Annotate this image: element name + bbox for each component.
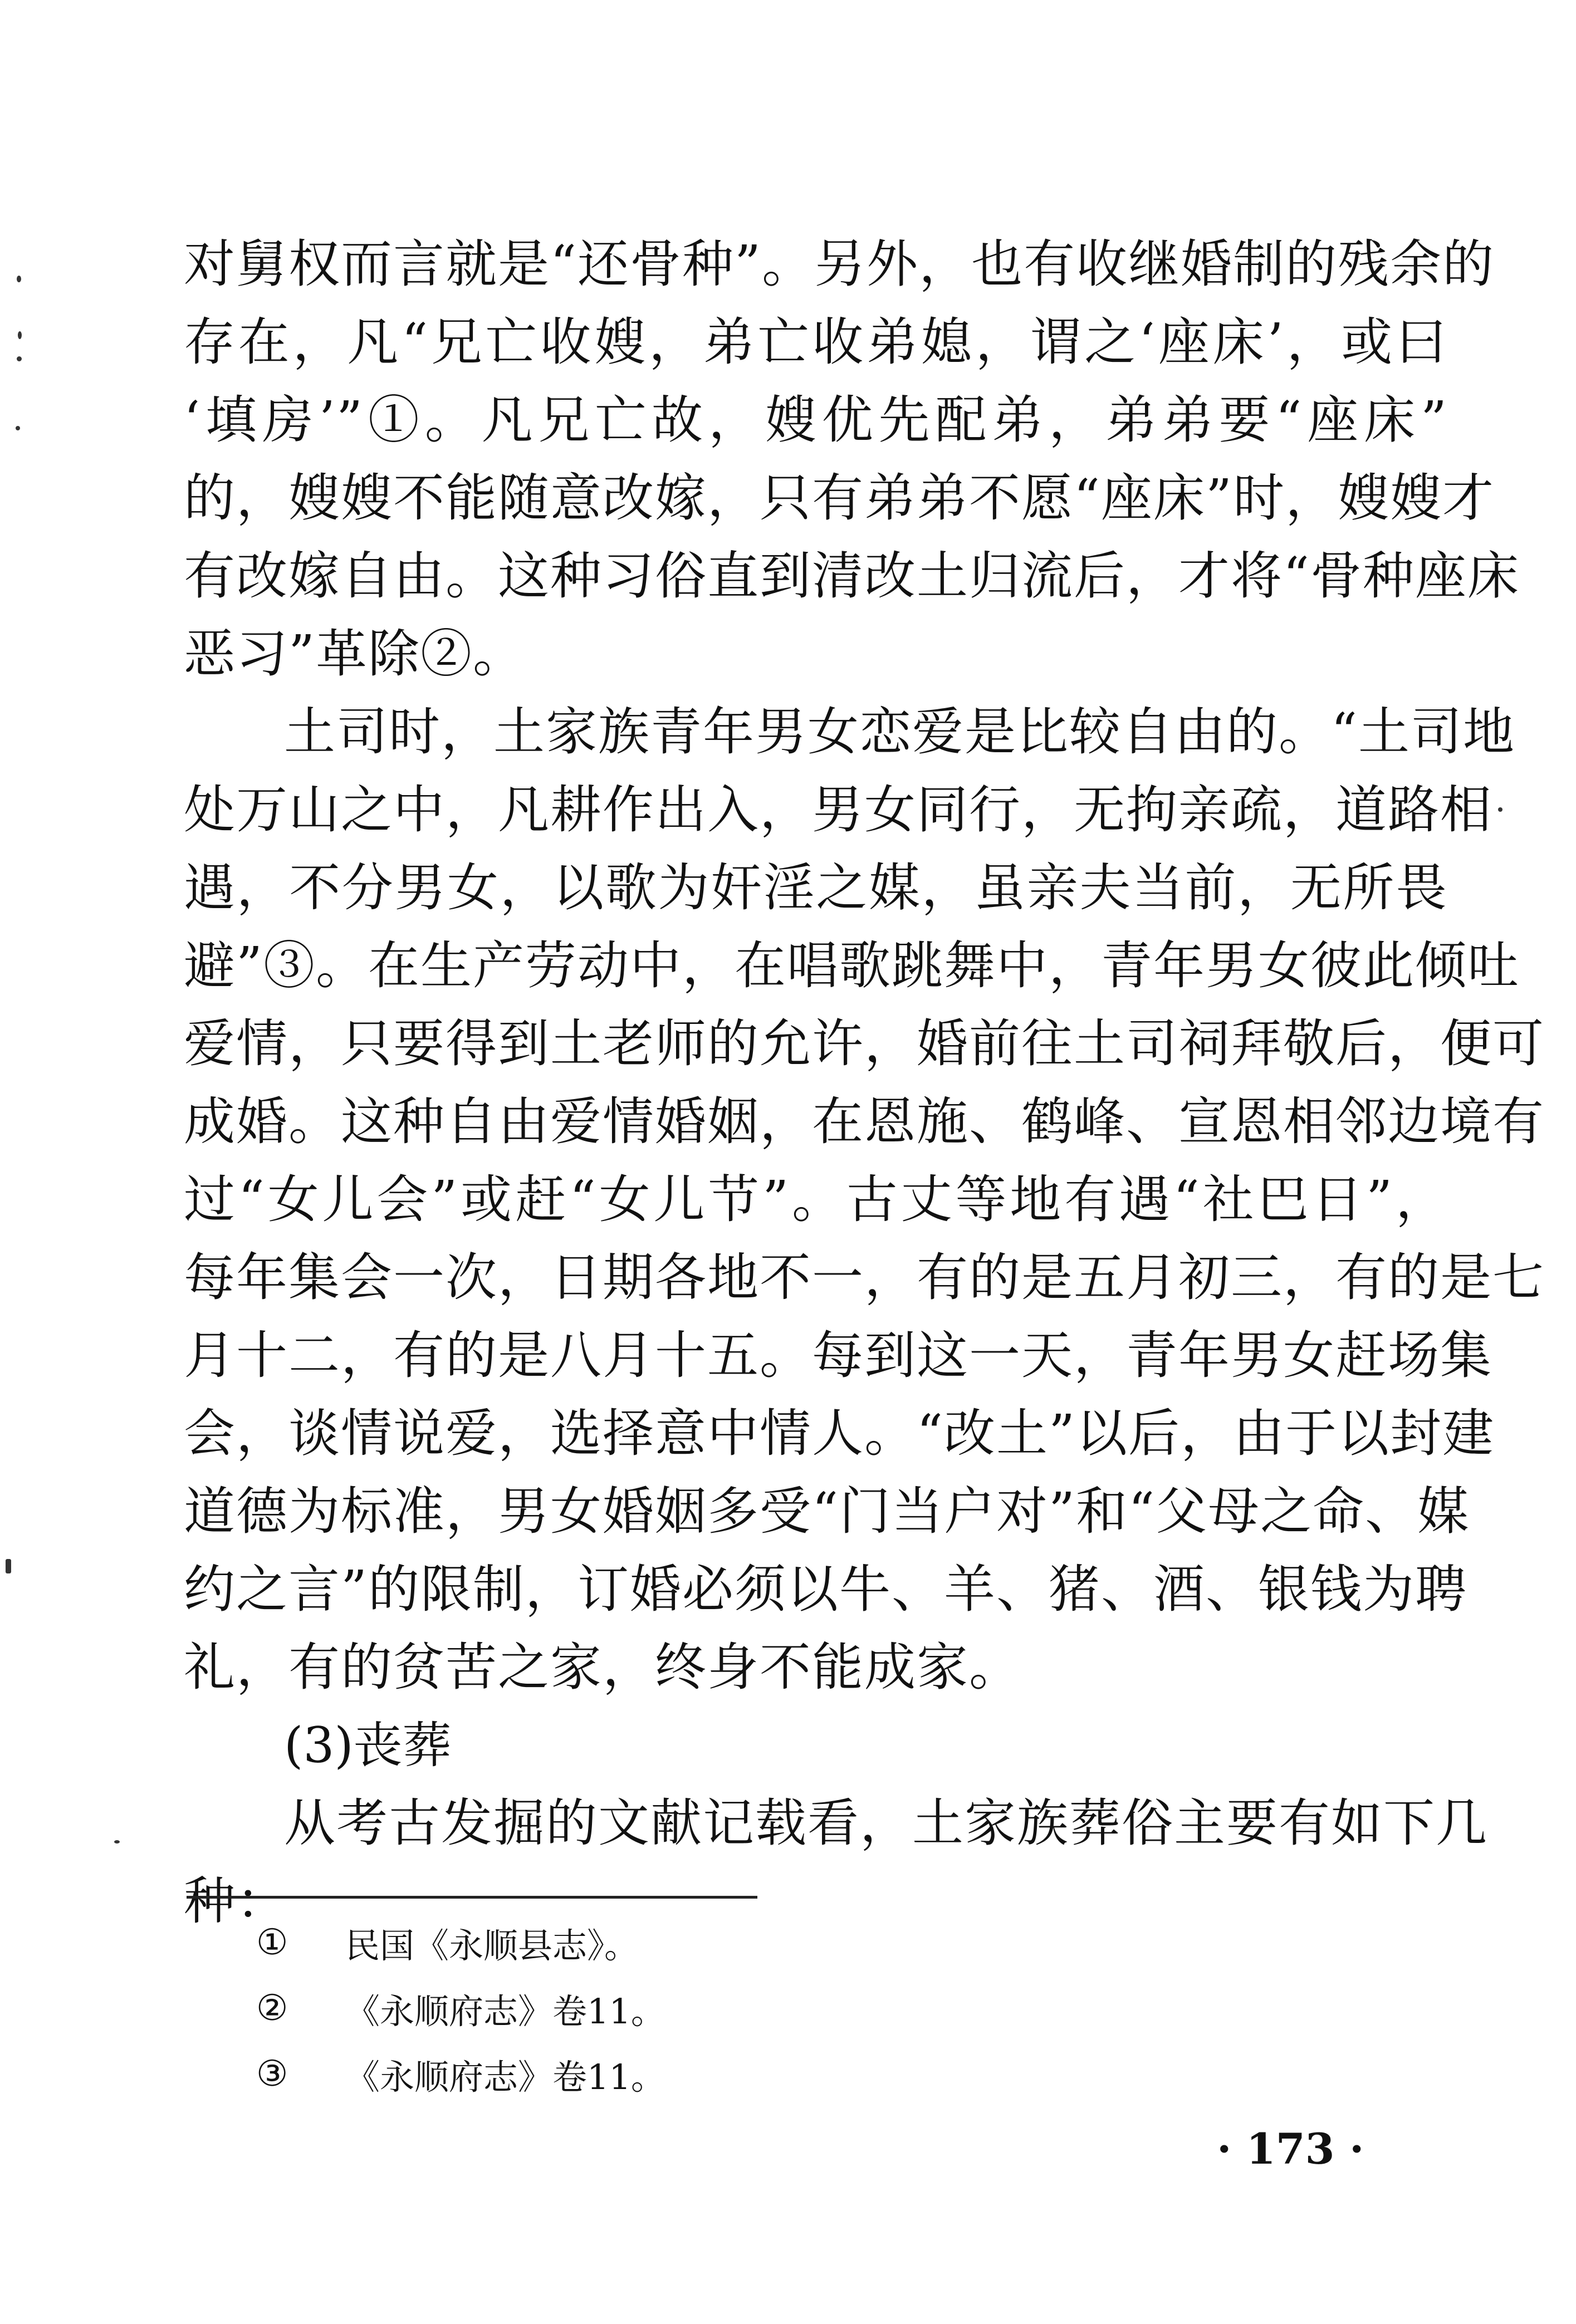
scan-speck xyxy=(17,276,21,282)
scan-speck xyxy=(114,1840,120,1843)
scan-speck xyxy=(17,356,22,361)
text-line: 遇，不分男女，以歌为奸淫之媒，虽亲夫当前，无所畏 xyxy=(184,858,1448,918)
text-line: 道德为标准，男女婚姻多受“门当户对”和“父母之命、媒 xyxy=(184,1482,1470,1541)
scan-speck xyxy=(1498,807,1502,812)
text-line: 会，谈情说爱，选择意中情人。“改土”以后，由于以封建 xyxy=(184,1404,1495,1463)
footnote xyxy=(256,1975,665,2041)
footnote-marker: ② xyxy=(256,1988,288,2029)
footnote-divider xyxy=(187,1896,757,1899)
text-line: 爱情，只要得到土老师的允许，婚前往土司祠拜敬后，便可 xyxy=(184,1014,1545,1073)
text-line: 恶习”革除②。 xyxy=(184,624,526,684)
text-line: ‘填房’”①。凡兄亡故，嫂优先配弟，弟弟要“座床” xyxy=(184,390,1448,450)
paragraph-start-line: 从考古发掘的文献记载看，土家族葬俗主要有如下几 xyxy=(284,1793,1489,1853)
page-number: · 173 · xyxy=(1217,2124,1364,2174)
footnote xyxy=(256,1910,665,1975)
text-line: 处万山之中，凡耕作出入，男女同行，无拘亲疏，道路相 xyxy=(184,780,1493,840)
text-line: 种： xyxy=(184,1871,289,1931)
footnote-text: 民国《永顺县志》。 xyxy=(345,1925,639,1966)
text-line: 过“女儿会”或赶“女儿节”。古丈等地有遇“社巴日”， xyxy=(184,1170,1448,1229)
text-line: 成婚。这种自由爱情婚姻，在恩施、鹤峰、宣恩相邻边境有 xyxy=(184,1092,1545,1151)
footnote-marker: ① xyxy=(256,1922,288,1963)
section-heading: (3)丧葬 xyxy=(284,1717,452,1774)
text-line: 对舅权而言就是“还骨种”。另外，也有收继婚制的残余的 xyxy=(184,234,1495,294)
scan-speck xyxy=(18,331,22,339)
footnotes xyxy=(256,1910,665,2107)
paragraph-start-line: 土司时，土家族青年男女恋爱是比较自由的。“土司地 xyxy=(284,702,1516,762)
text-line: 礼，有的贫苦之家，终身不能成家。 xyxy=(184,1637,1022,1697)
text-line: 存在，凡“兄亡收嫂，弟亡收弟媳，谓之‘座床’，或曰 xyxy=(184,312,1448,372)
footnote xyxy=(256,2041,665,2107)
text-line: 避”③。在生产劳动中，在唱歌跳舞中，青年男女彼此倾吐 xyxy=(184,936,1520,996)
text-line: 的，嫂嫂不能随意改嫁，只有弟弟不愿“座床”时，嫂嫂才 xyxy=(184,468,1495,528)
text-line: 有改嫁自由。这种习俗直到清改土归流后，才将“骨种座床 xyxy=(184,546,1520,606)
footnote-marker: ③ xyxy=(256,2053,288,2095)
body-text xyxy=(184,225,1545,1940)
text-line: 每年集会一次，日期各地不一，有的是五月初三，有的是七 xyxy=(184,1248,1545,1307)
scan-speck xyxy=(6,1559,11,1573)
footnote-text: 《永顺府志》卷11。 xyxy=(345,2056,665,2097)
text-line: 月十二，有的是八月十五。每到这一天，青年男女赶场集 xyxy=(184,1326,1493,1385)
footnote-text: 《永顺府志》卷11。 xyxy=(345,1990,665,2032)
text-line: 约之言”的限制，订婚必须以牛、羊、猪、酒、银钱为聘 xyxy=(184,1560,1468,1619)
scan-speck xyxy=(16,426,20,430)
